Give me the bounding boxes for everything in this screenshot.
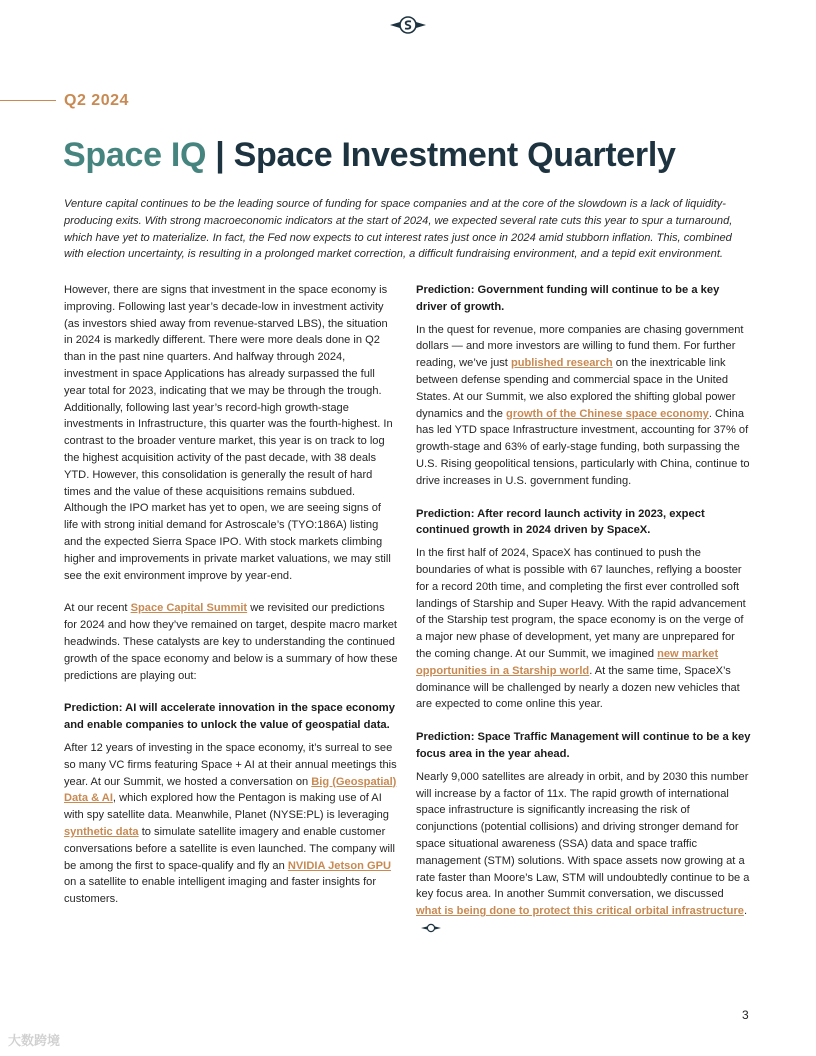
left-column xyxy=(64,282,398,924)
nvidia-jetson-link[interactable]: NVIDIA Jetson GPU xyxy=(287,859,392,872)
quarter-label: Q2 2024 xyxy=(64,92,129,109)
signs-paragraph: However, there are signs that investment in the space economy is improving. Following last year’s decade-low in investment activity (as investors shied away from revenue-starved LBS), the situation in 2024 is markedly different. There were more deals done in Q2 than in the past nine quarters. And halfway through 2024, investment in space Applications has already surpassed the full year total for 2023, indicating that we may be through the trough. Additionally, following last year’s record-high growth-stage investments in Infrastructure, this quarter was the fourth-highest. In contrast to the broader venture market, this year is on track to log the highest acquisition activity of the past decade, with 38 deals YTD. However, this consolidation is generally the result of hard times and the value of these acquisitions remains subdued. Although the IPO market has yet to open, we are seeing signs of life with strong initial demand for Astroscale’s (TYO:186A) listing and the expected Sierra Space IPO. With stock markets climbing higher and improvements in private market valuations, we may still see the exit environment improve by year-end. xyxy=(64,284,393,582)
summit-text-a: At our recent xyxy=(64,602,131,615)
spacex-paragraph xyxy=(416,545,752,713)
ai-text-b: , which explored how the Pentagon is making use of AI with spy satellite data. Meanwhile, Planet (NYSE:PL) is leveraging xyxy=(64,792,389,822)
ai-text-d: on a satellite to enable intelligent imaging and faster insights for customers. xyxy=(64,876,377,906)
intro-paragraph: Venture capital continues to be the leading source of funding for space companies and at the core of the slowdown is a lack of liquidity-producing exits. With strong macroeconomic indicators at the start of 2024, we expected several rate cuts this year to spur a turnaround, which have yet to materialize. In fact, the Fed now expects to cut interest rates just once in 2024 amid stubborn inflation. This, combined with election uncertainty, is resulting in a prolonged market correction, a difficult fundraising environment, and a tepid exit environment. xyxy=(64,198,733,261)
summit-text-b: we revisited our predictions for 2024 and how they’ve remained on target, despite macro market headwinds. These catalysts are key to understanding the continued growth of the space economy and below is a summary of how these predictions are playing out: xyxy=(64,602,398,682)
title-brand: Space IQ xyxy=(63,136,207,174)
traffic-paragraph xyxy=(416,769,752,937)
title-main: Space Investment Quarterly xyxy=(233,136,676,174)
prediction-spacex-heading: Prediction: After record launch activity in 2023, expect continued growth in 2024 driven by SpaceX. xyxy=(416,507,705,537)
space-capital-summit-link[interactable]: Space Capital Summit xyxy=(130,602,248,615)
published-research-link[interactable]: published research xyxy=(510,357,613,370)
watermark: 大数跨境 xyxy=(8,1033,61,1048)
orbital-infrastructure-link[interactable]: what is being done to protect this critical orbital infrastructure xyxy=(416,905,744,918)
gov-text-b: on the inextricable link between defense spending and commercial space in the United States. At our Summit, we also explored the shifting global power dynamics and the xyxy=(416,357,736,420)
header-rule xyxy=(0,100,56,101)
chinese-space-economy-link[interactable]: growth of the Chinese space economy xyxy=(506,407,709,420)
big-geospatial-data-link[interactable]: Big (Geospatial) Data & AI xyxy=(64,775,397,805)
title-separator: | xyxy=(206,136,234,174)
right-column xyxy=(416,282,752,953)
gov-text-c: . China has led YTD space Infrastructure investment, accounting for 37% of growth-stage and 63% of early-stage funding, both surpassing the U.S. Rising geopolitical tensions, particularly with China, continue to drive increases in U.S. government funding. xyxy=(416,407,750,487)
government-paragraph xyxy=(416,322,752,490)
prediction-ai-heading: Prediction: AI will accelerate innovation in the space economy and enable companies to unlock the value of geospatial data. xyxy=(64,702,395,732)
space-capital-logo-icon xyxy=(388,14,428,36)
summit-paragraph xyxy=(64,600,398,684)
synthetic-data-link[interactable]: synthetic data xyxy=(64,825,139,838)
prediction-government-heading: Prediction: Government funding will continue to be a key driver of growth. xyxy=(416,284,720,313)
prediction-traffic-heading: Prediction: Space Traffic Management will continue to be a key focus area in the year ahead. xyxy=(416,731,751,760)
ai-text-a: After 12 years of investing in the space economy, it’s surreal to see so many VC firms featuring Space + AI at their annual meetings this year. At our Summit, we hosted a conversation on xyxy=(64,741,397,788)
spacex-text-b: . At the same time, SpaceX’s dominance will be challenged by nearly a dozen new vehicles that are expected to come online this year. xyxy=(416,664,740,711)
ai-paragraph xyxy=(64,740,398,908)
traffic-text-b: . xyxy=(743,905,748,918)
ai-text-c: to simulate satellite imagery and enable customer conversations before a satellite is even launched. The company will be among the first to space-qualify and fly an xyxy=(64,825,395,872)
gov-text-a: In the quest for revenue, more companies are chasing government dollars — and more investors are willing to fund them. For further reading, we’ve just xyxy=(416,323,744,370)
traffic-text-a: Nearly 9,000 satellites are already in orbit, and by 2030 this number will increase by a factor of 11x. The rapid growth of international space infrastructure is significantly increasing the risk of conjunctions (potential collisions) and driving stronger demand for space situational awareness (SSA) data and space traffic management (STM) solutions. With space assets now growing at a rate faster than Moore’s Law, STM will undoubtedly continue to be a key focus area. In another Summit conversation, we discussed xyxy=(416,770,750,901)
end-mark-icon xyxy=(420,923,442,933)
page-title xyxy=(63,136,676,175)
starship-world-link[interactable]: new market opportunities in a Starship world xyxy=(416,647,719,677)
page-number: 3 xyxy=(742,1008,749,1022)
spacex-text-a: In the first half of 2024, SpaceX has continued to push the boundaries of what is possible with 67 launches, reflying a booster for a record 20th time, and completing the first ever controlled soft landings of Starship and Super Heavy. With the rapid advancement of the Starship test program, the space economy is on the verge of a major new phase of development, yet many are unprepared for the coming change. At our Summit, we imagined xyxy=(416,547,746,660)
